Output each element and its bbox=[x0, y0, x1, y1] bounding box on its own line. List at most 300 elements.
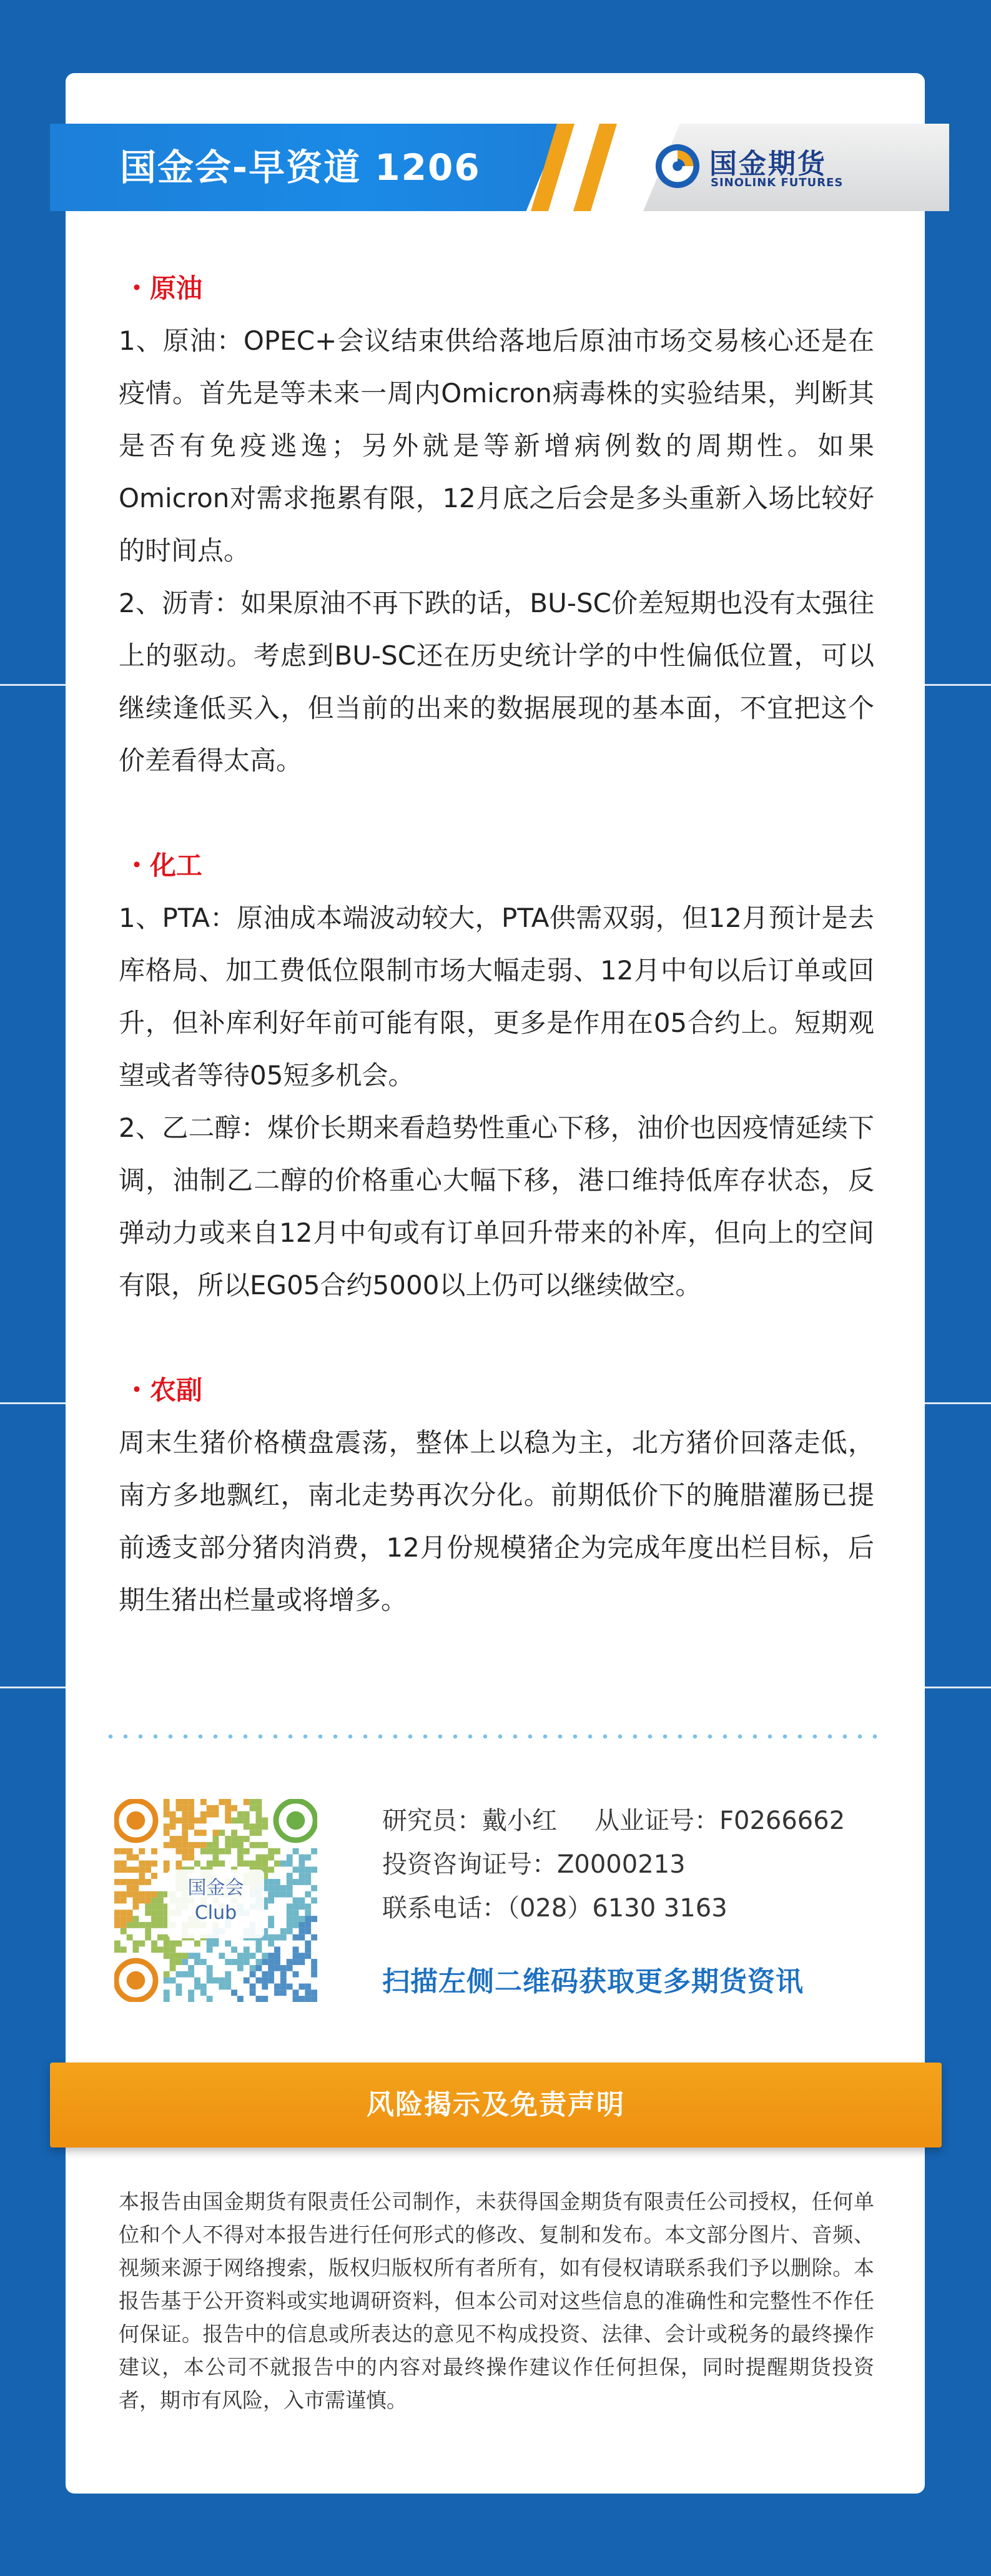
qr-module bbox=[200, 1818, 207, 1824]
qr-module bbox=[311, 1965, 317, 1971]
qr-module bbox=[207, 1978, 213, 1984]
qr-module bbox=[250, 1799, 256, 1805]
qr-module bbox=[139, 1941, 145, 1947]
qr-module bbox=[237, 1860, 244, 1866]
qr-module bbox=[268, 1866, 274, 1873]
qr-module bbox=[170, 1842, 176, 1848]
qr-module bbox=[194, 1959, 200, 1965]
qr-module bbox=[287, 1855, 293, 1861]
qr-module bbox=[200, 1830, 207, 1836]
qr-module bbox=[151, 1941, 157, 1947]
qr-module bbox=[194, 1953, 200, 1959]
sinolink-logo-icon bbox=[653, 142, 702, 191]
qr-module bbox=[121, 1860, 127, 1866]
qr-module bbox=[157, 1898, 164, 1904]
qr-module bbox=[157, 1946, 164, 1953]
qr-module bbox=[157, 1891, 164, 1898]
qr-module bbox=[213, 1836, 219, 1842]
qr-module bbox=[157, 1903, 164, 1910]
qr-module bbox=[127, 1885, 133, 1891]
qr-module bbox=[293, 1898, 299, 1904]
section-crude-oil bbox=[119, 262, 874, 787]
qr-module bbox=[305, 1946, 311, 1953]
qr-label-line2: Club bbox=[194, 1902, 237, 1924]
qr-module bbox=[188, 1823, 194, 1830]
qr-module bbox=[287, 1860, 293, 1866]
qr-module bbox=[182, 1842, 188, 1848]
qr-module bbox=[114, 1891, 121, 1898]
qr-module bbox=[268, 1848, 274, 1855]
qr-module bbox=[200, 1989, 207, 1996]
qr-module bbox=[256, 1811, 262, 1818]
qr-module bbox=[287, 1959, 293, 1965]
qr-module bbox=[139, 1922, 145, 1928]
qr-module bbox=[151, 1898, 157, 1904]
logo-text-en: SINOLINK FUTURES bbox=[711, 176, 844, 189]
qr-module bbox=[219, 1848, 225, 1855]
qr-module bbox=[114, 1879, 121, 1885]
qr-module bbox=[127, 1866, 133, 1873]
qr-module bbox=[200, 1983, 207, 1989]
qr-module bbox=[194, 1818, 200, 1824]
qr-finder-dot-2 bbox=[287, 1811, 305, 1830]
qr-module bbox=[225, 1971, 231, 1978]
qr-module bbox=[164, 1830, 170, 1836]
qr-module bbox=[256, 1818, 262, 1824]
qr-module bbox=[311, 1934, 317, 1941]
qr-module bbox=[188, 1818, 194, 1824]
qr-module bbox=[244, 1836, 250, 1842]
qr-module bbox=[182, 1836, 188, 1842]
qr-module bbox=[175, 1860, 182, 1866]
qr-module bbox=[139, 1873, 145, 1879]
qr-module bbox=[293, 1959, 299, 1965]
qr-module bbox=[188, 1842, 194, 1848]
section-agriculture bbox=[119, 1364, 874, 1627]
qr-module bbox=[305, 1866, 311, 1873]
qr-module bbox=[164, 1860, 170, 1866]
qr-module bbox=[231, 1989, 237, 1996]
qr-module bbox=[139, 1848, 145, 1855]
qr-module bbox=[170, 1953, 176, 1959]
qr-module bbox=[182, 1959, 188, 1965]
qr-module bbox=[244, 1799, 250, 1805]
page-title: 国金会-早资道 1206 bbox=[120, 146, 481, 189]
qr-module bbox=[219, 1860, 225, 1866]
qr-module bbox=[274, 1879, 280, 1885]
qr-module bbox=[157, 1922, 164, 1928]
qr-module bbox=[305, 1941, 311, 1947]
qr-module bbox=[164, 1971, 170, 1978]
qr-module bbox=[293, 1922, 299, 1928]
qr-module bbox=[305, 1983, 311, 1989]
qr-module bbox=[268, 1898, 274, 1904]
qr-module bbox=[311, 1848, 317, 1855]
qr-module bbox=[133, 1866, 139, 1873]
qr-module bbox=[274, 1885, 280, 1891]
qr-module bbox=[237, 1965, 244, 1971]
qr-module bbox=[114, 1860, 121, 1866]
paragraph: 1、原油：OPEC+会议结束供给落地后原油市场交易核心还是在疫情。首先是等未来一周内Omicron病毒株的实验结果，判断其是否有免疫逃逸；另外就是等新增病例数的周期性。如果Omicron对需求拖累有限，12月底之后会是多头重新入场比较好的时间点。 bbox=[119, 325, 874, 566]
qr-module bbox=[175, 1799, 182, 1805]
qr-module bbox=[207, 1860, 213, 1866]
qr-module bbox=[175, 1959, 182, 1965]
qr-module bbox=[164, 1989, 170, 1996]
qr-module bbox=[225, 1978, 231, 1984]
qr-module bbox=[170, 1946, 176, 1953]
qr-module bbox=[133, 1885, 139, 1891]
qr-module bbox=[250, 1830, 256, 1836]
qr-module bbox=[213, 1941, 219, 1947]
qr-module bbox=[262, 1971, 268, 1978]
qr-module bbox=[287, 1903, 293, 1910]
qr-module bbox=[280, 1971, 287, 1978]
qr-module bbox=[268, 1959, 274, 1965]
qr-module bbox=[262, 1855, 268, 1861]
qr-module bbox=[225, 1983, 231, 1989]
qr-module bbox=[256, 1823, 262, 1830]
qr-module bbox=[293, 1946, 299, 1953]
qr-module bbox=[170, 1978, 176, 1984]
qr-module bbox=[127, 1879, 133, 1885]
qr-module bbox=[170, 1965, 176, 1971]
qr-module bbox=[305, 1879, 311, 1885]
qr-module bbox=[256, 1805, 262, 1811]
qr-module bbox=[244, 1860, 250, 1866]
qr-module bbox=[274, 1946, 280, 1953]
logo-text-cn: 国金期货 bbox=[709, 148, 827, 180]
qr-module bbox=[121, 1946, 127, 1953]
qr-module bbox=[244, 1959, 250, 1965]
qr-module bbox=[175, 1941, 182, 1947]
qr-module bbox=[274, 1953, 280, 1959]
qr-module bbox=[114, 1848, 121, 1855]
qr-module bbox=[145, 1910, 151, 1916]
qr-module bbox=[268, 1953, 274, 1959]
qr-module bbox=[188, 1811, 194, 1818]
qr-module bbox=[311, 1898, 317, 1904]
qr-module bbox=[287, 1885, 293, 1891]
qr-module bbox=[127, 1855, 133, 1861]
qr-module bbox=[157, 1910, 164, 1916]
qr-module bbox=[121, 1866, 127, 1873]
qr-module bbox=[133, 1916, 139, 1922]
qr-module bbox=[157, 1916, 164, 1922]
qr-module bbox=[175, 1842, 182, 1848]
qr-module bbox=[175, 1983, 182, 1989]
qr-module bbox=[133, 1903, 139, 1910]
qr-module bbox=[256, 1860, 262, 1866]
qr-module bbox=[274, 1848, 280, 1855]
qr-module bbox=[207, 1971, 213, 1978]
qr-module bbox=[256, 1830, 262, 1836]
qr-module bbox=[151, 1946, 157, 1953]
qr-module bbox=[256, 1842, 262, 1848]
qr-module bbox=[188, 1848, 194, 1855]
qr-module bbox=[268, 1922, 274, 1928]
qr-module bbox=[133, 1946, 139, 1953]
qr-module bbox=[121, 1879, 127, 1885]
qr-module bbox=[127, 1916, 133, 1922]
qr-module bbox=[262, 1978, 268, 1984]
qr-module bbox=[268, 1885, 274, 1891]
qr-module bbox=[293, 1916, 299, 1922]
qr-module bbox=[293, 1996, 299, 2002]
qr-module bbox=[121, 1898, 127, 1904]
qr-module bbox=[213, 1860, 219, 1866]
qr-module bbox=[175, 1971, 182, 1978]
qr-module bbox=[237, 1848, 244, 1855]
qr-module bbox=[287, 1873, 293, 1879]
qr-module bbox=[151, 1922, 157, 1928]
qr-module bbox=[293, 1953, 299, 1959]
qr-module bbox=[151, 1848, 157, 1855]
qr-module bbox=[244, 1818, 250, 1824]
qr-module bbox=[225, 1842, 231, 1848]
qr-module bbox=[151, 1910, 157, 1916]
qr-module bbox=[250, 1983, 256, 1989]
qr-module bbox=[250, 1860, 256, 1866]
qr-module bbox=[151, 1873, 157, 1879]
qr-module bbox=[287, 1928, 293, 1934]
qr-module bbox=[268, 1941, 274, 1947]
qr-module bbox=[274, 1989, 280, 1996]
qr-module bbox=[262, 1983, 268, 1989]
qr-module bbox=[237, 1818, 244, 1824]
qr-module bbox=[280, 1978, 287, 1984]
qr-module bbox=[231, 1805, 237, 1811]
qr-module bbox=[151, 1860, 157, 1866]
qr-module bbox=[274, 1891, 280, 1898]
risk-disclaimer-banner: 风险揭示及免责声明 bbox=[50, 2063, 942, 2147]
qr-module bbox=[305, 1910, 311, 1916]
qr-module bbox=[237, 1836, 244, 1842]
qr-module bbox=[244, 1946, 250, 1953]
qr-module bbox=[133, 1941, 139, 1947]
qr-module bbox=[274, 1860, 280, 1866]
qr-module bbox=[256, 1978, 262, 1984]
qr-module bbox=[274, 1959, 280, 1965]
qr-module bbox=[298, 1922, 305, 1928]
qr-module bbox=[311, 1959, 317, 1965]
qr-module bbox=[194, 1842, 200, 1848]
qr-module bbox=[121, 1916, 127, 1922]
qr-module bbox=[145, 1860, 151, 1866]
qr-module bbox=[293, 1934, 299, 1941]
qr-module bbox=[194, 1941, 200, 1947]
qr-module bbox=[139, 1860, 145, 1866]
qr-module bbox=[244, 1811, 250, 1818]
qr-module bbox=[121, 1922, 127, 1928]
qr-module bbox=[250, 1953, 256, 1959]
qr-module bbox=[298, 1903, 305, 1910]
phone-number: 联系电话：（028）6130 3163 bbox=[382, 1894, 727, 1923]
qr-module bbox=[182, 1848, 188, 1855]
section-title: ・农副 bbox=[124, 1375, 203, 1405]
qr-module bbox=[170, 1941, 176, 1947]
qr-module bbox=[133, 1855, 139, 1861]
qr-module bbox=[170, 1823, 176, 1830]
qr-module bbox=[256, 1799, 262, 1805]
qr-module bbox=[219, 1978, 225, 1984]
qr-module bbox=[164, 1805, 170, 1811]
qr-module bbox=[213, 1830, 219, 1836]
qr-module bbox=[145, 1879, 151, 1885]
qr-module bbox=[200, 1959, 207, 1965]
qr-module bbox=[207, 1946, 213, 1953]
qr-module bbox=[145, 1891, 151, 1898]
qr-module bbox=[114, 1898, 121, 1904]
qr-module bbox=[274, 1934, 280, 1941]
qr-module bbox=[237, 1855, 244, 1861]
qr-module bbox=[182, 1811, 188, 1818]
qr-module bbox=[127, 1891, 133, 1898]
qr-module bbox=[213, 1855, 219, 1861]
qr-module bbox=[151, 1891, 157, 1898]
qr-module bbox=[268, 1855, 274, 1861]
qr-module bbox=[237, 1996, 244, 2002]
qr-module bbox=[231, 1818, 237, 1824]
qr-module bbox=[305, 1903, 311, 1910]
paragraph: 2、乙二醇：煤价长期来看趋势性重心下移，油价也因疫情延续下调，油制乙二醇的价格重心大幅下移，港口维持低库存状态，反弹动力或来自12月中旬或有订单回升带来的补库，但向上的空间有限，所以EG05合约5000以上仍可以继续做空。 bbox=[119, 1112, 874, 1300]
qr-module bbox=[280, 1928, 287, 1934]
qr-module bbox=[188, 1799, 194, 1805]
qr-module bbox=[182, 1855, 188, 1861]
qr-module bbox=[305, 1989, 311, 1996]
qr-module bbox=[188, 1953, 194, 1959]
section-title: ・化工 bbox=[124, 850, 203, 881]
qr-module bbox=[175, 1953, 182, 1959]
qr-module bbox=[188, 1971, 194, 1978]
qr-module bbox=[188, 1805, 194, 1811]
qr-module bbox=[175, 1818, 182, 1824]
qr-module bbox=[268, 1879, 274, 1885]
qr-module bbox=[298, 1928, 305, 1934]
qr-module bbox=[305, 1855, 311, 1861]
qr-module bbox=[182, 1830, 188, 1836]
qr-module bbox=[311, 1971, 317, 1978]
qr-module bbox=[114, 1946, 121, 1953]
qr-module bbox=[231, 1842, 237, 1848]
qr-module bbox=[219, 1799, 225, 1805]
qr-module bbox=[298, 1953, 305, 1959]
qr-module bbox=[207, 1848, 213, 1855]
qr-module bbox=[164, 1946, 170, 1953]
section-spacer bbox=[119, 1312, 874, 1364]
qr-module bbox=[305, 1873, 311, 1879]
qr-module bbox=[231, 1830, 237, 1836]
qr-module bbox=[164, 1799, 170, 1805]
qr-module bbox=[133, 1891, 139, 1898]
qr-module bbox=[250, 1842, 256, 1848]
disclaimer-text: 本报告由国金期货有限责任公司制作，未获得国金期货有限责任公司授权，任何单位和个人不得对本报告进行任何形式的修改、复制和发布。本文部分图片、音频、视频来源于网络搜索，版权归版权所有者所有，如有侵权请联系我们予以删除。本报告基于公开资料或实地调研资料，但本公司对这些信息的准确性和完整性不作任何保证。报告中的信息或所表达的意见不构成投资、法律、会计或税务的最终操作建议，本公司不就报告中的内容对最终操作建议作任何担保，同时提醒期货投资者，期市有风险，入市需谨慎。 bbox=[119, 2189, 874, 2412]
qr-module bbox=[164, 1953, 170, 1959]
qr-module bbox=[268, 1971, 274, 1978]
qr-module bbox=[188, 1965, 194, 1971]
qr-module bbox=[311, 1989, 317, 1996]
qr-module bbox=[219, 1830, 225, 1836]
qr-module bbox=[280, 1983, 287, 1989]
qr-module bbox=[114, 1922, 121, 1928]
qr-module bbox=[262, 1818, 268, 1824]
qr-module bbox=[145, 1866, 151, 1873]
qr-module bbox=[256, 1959, 262, 1965]
qr-module bbox=[133, 1879, 139, 1885]
qr-module bbox=[298, 1873, 305, 1879]
qr-module bbox=[188, 1855, 194, 1861]
qr-module bbox=[274, 1983, 280, 1989]
qr-module bbox=[280, 1965, 287, 1971]
qr-module bbox=[219, 1953, 225, 1959]
qr-module bbox=[311, 1916, 317, 1922]
qr-module bbox=[194, 1830, 200, 1836]
section-title: ・原油 bbox=[124, 273, 203, 304]
qr-module bbox=[293, 1903, 299, 1910]
qr-module bbox=[225, 1805, 231, 1811]
qr-module bbox=[287, 1922, 293, 1928]
qr-module bbox=[121, 1928, 127, 1934]
qr-module bbox=[298, 1879, 305, 1885]
dotted-divider bbox=[103, 1734, 877, 1739]
qr-module bbox=[231, 1946, 237, 1953]
qr-module bbox=[287, 1910, 293, 1916]
qr-module bbox=[287, 1879, 293, 1885]
qr-module bbox=[250, 1989, 256, 1996]
qr-module bbox=[213, 1978, 219, 1984]
qr-module bbox=[262, 1996, 268, 2002]
qr-module bbox=[145, 1898, 151, 1904]
qr-module bbox=[311, 1885, 317, 1891]
qr-module bbox=[213, 1848, 219, 1855]
qr-module bbox=[114, 1866, 121, 1873]
qr-module bbox=[164, 1996, 170, 2002]
qr-module bbox=[164, 1823, 170, 1830]
qr-module bbox=[298, 1959, 305, 1965]
qr-module bbox=[164, 1941, 170, 1947]
qr-module bbox=[262, 1860, 268, 1866]
qr-module bbox=[305, 1916, 311, 1922]
qr-module bbox=[256, 1965, 262, 1971]
report-content bbox=[119, 262, 874, 1627]
qr-module bbox=[244, 1953, 250, 1959]
qr-module bbox=[293, 1848, 299, 1855]
qr-module bbox=[182, 1818, 188, 1824]
qr-module bbox=[237, 1811, 244, 1818]
qr-module bbox=[298, 1983, 305, 1989]
qr-module bbox=[250, 1971, 256, 1978]
banner-slash-2 bbox=[573, 124, 617, 211]
qr-module bbox=[305, 1953, 311, 1959]
qr-module bbox=[274, 1965, 280, 1971]
qr-module bbox=[287, 1965, 293, 1971]
qr-module bbox=[175, 1989, 182, 1996]
qr-module bbox=[298, 1860, 305, 1866]
paragraph: 1、PTA：原油成本端波动较大，PTA供需双弱，但12月预计是去库格局、加工费低位限制市场大幅走弱、12月中旬以后订单或回升，但补库利好年前可能有限，更多是作用在05合约上。短期观望或者等待05短多机会。 bbox=[119, 903, 874, 1091]
qr-module bbox=[194, 1860, 200, 1866]
qr-module bbox=[151, 1903, 157, 1910]
qr-module bbox=[298, 1855, 305, 1861]
qr-module bbox=[311, 1996, 317, 2002]
qr-module bbox=[305, 1928, 311, 1934]
section-chemicals bbox=[119, 840, 874, 1312]
qr-module bbox=[145, 1922, 151, 1928]
qr-module bbox=[293, 1879, 299, 1885]
qr-module bbox=[200, 1842, 207, 1848]
section-spacer bbox=[119, 787, 874, 840]
qr-module bbox=[145, 1934, 151, 1941]
qr-module bbox=[280, 1860, 287, 1866]
qr-module bbox=[133, 1922, 139, 1928]
